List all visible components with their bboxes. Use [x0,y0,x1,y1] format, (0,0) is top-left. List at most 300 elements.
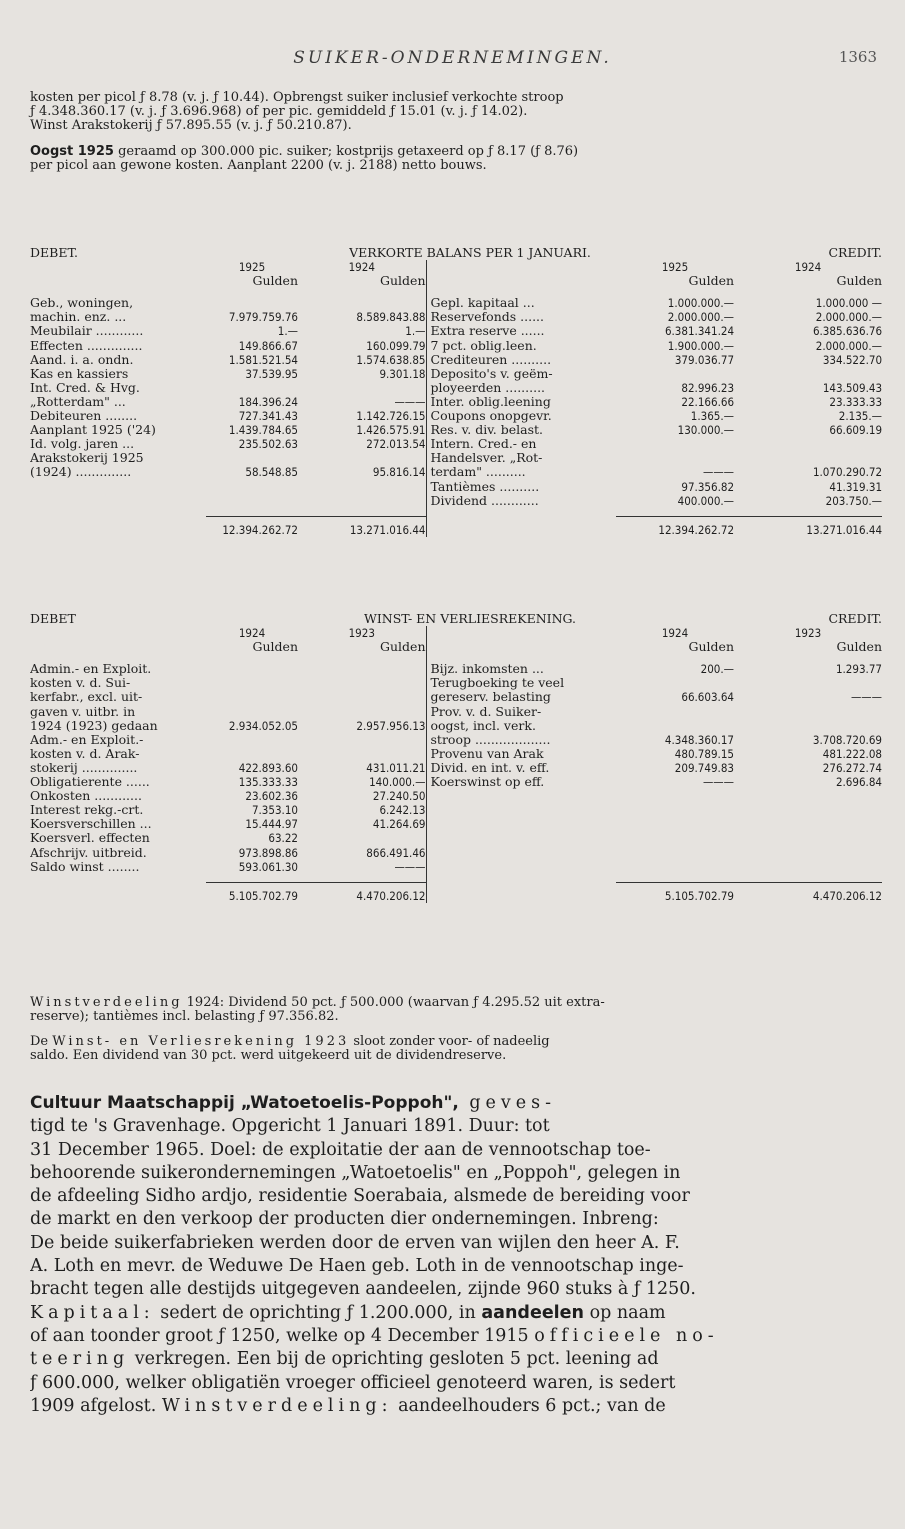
debit-value-current [206,733,298,747]
credit-value-prior: 1.293.77 [835,662,882,677]
credit-value-current: 6.381.341.24 [664,324,735,339]
company-line: A. Loth en mevr. de Weduwe De Haen geb. Loth in de vennootschap inge- [30,1256,684,1277]
credit-value-current: 480.789.15 [674,746,734,761]
credit-value-current [616,719,734,733]
debit-item-label: Koersverschillen ... [30,817,152,832]
credit-value-prior [734,451,882,465]
currency-header: Gulden [688,274,735,289]
credit-item-label: Bijz. inkomsten ... [426,662,616,676]
totals-row [30,516,882,537]
currency-row [30,640,882,654]
debit-item-label: Arakstokerij 1925 [30,451,144,466]
debit-item-label: kosten v. d. Arak- [30,746,140,761]
debit-value-prior: 160.099.79 [366,338,426,353]
table-row [30,296,882,310]
debit-item-label: Afschrijv. uitbreid. [30,845,147,860]
table-row [30,775,882,789]
credit-value-current [616,451,734,465]
credit-item-label [426,846,616,860]
debit-item-label: 1924 (1923) gedaan [30,718,158,733]
total-value: 13.271.016.44 [734,516,882,537]
debit-value-prior: 866.491.46 [366,845,426,860]
officieele-label: officieele no- [534,1325,719,1346]
credit-item-label: Gepl. kapitaal ... [426,296,616,310]
company-text: verkregen. Een bij de oprichting gesloten 5 pct. leening ad [129,1349,659,1370]
intro-text [30,91,880,173]
company-line: 31 December 1965. Doel: de exploitatie der aan de vennootschap toe- [30,1139,651,1160]
company-line: tigd te 's Gravenhage. Opgericht 1 Januari 1891. Duur: tot [30,1116,550,1137]
profit-loss-table [30,612,882,903]
table-row [30,310,882,324]
credit-value-current: 97.356.82 [681,479,735,494]
table-row [30,676,882,690]
debit-value-prior [298,480,426,494]
credit-value-prior [734,676,882,690]
currency-row [30,274,882,288]
debit-value-prior [298,381,426,395]
table-row [30,465,882,479]
currency-header: Gulden [380,274,426,289]
table-row [30,690,882,704]
table-row [30,409,882,423]
debit-value-prior [298,705,426,719]
credit-value-current: 66.603.64 [681,690,734,705]
credit-value-current: 1.000.000.— [667,296,735,311]
debit-item-label: Admin.- en Exploit. [30,662,152,677]
debit-item-label: Adm.- en Exploit.- [30,732,144,747]
credit-value-prior: ——— [850,690,882,705]
debit-value-current [206,676,298,690]
company-text: of aan toonder groot ƒ 1250, welke op 4 December 1915 [30,1325,535,1346]
credit-label: CREDIT. [828,612,882,626]
credit-value-prior: 2.135.— [838,409,883,424]
debit-item-label: kerfabr., excl. uit- [30,690,143,705]
credit-value-current: 22.166.66 [681,394,735,409]
debit-value-prior [298,831,426,845]
debit-value-prior [298,494,426,508]
currency-header: Gulden [836,640,882,655]
page-header [0,48,905,74]
debit-item-label: Effecten .............. [30,338,143,353]
debit-value-prior [298,451,426,465]
debit-item-label: (1924) .............. [30,465,132,480]
credit-item-label [426,860,616,874]
table-row [30,733,882,747]
debit-value-current [206,705,298,719]
credit-value-prior: 66.609.19 [829,423,883,438]
debit-value-prior: 27.240.50 [372,789,426,804]
total-value: 5.105.702.79 [206,882,298,903]
credit-item-label: Divid. en int. v. eff. [426,761,616,775]
credit-value-current [616,860,734,874]
credit-value-current [616,803,734,817]
debit-item-label: Onkosten ............ [30,789,142,804]
debit-value-current: 1.581.521.54 [228,352,298,367]
debit-value-current: 973.898.86 [238,845,298,860]
credit-value-prior: 23.333.33 [829,394,883,409]
credit-value-prior: 1.070.290.72 [812,465,883,480]
credit-label: CREDIT. [828,246,883,260]
note-text: 1924: Dividend 50 pct. ƒ 500.000 (waarvan ƒ 4.295.52 uit extra- [182,995,605,1010]
credit-item-label: gereserv. belasting [426,690,616,704]
credit-value-current [616,437,734,451]
company-line [30,1092,875,1115]
debit-value-prior: 2.957.956.13 [356,718,426,733]
oogst-line [30,145,880,159]
credit-value-current: 200.— [700,662,734,677]
credit-value-prior: 2.696.84 [835,775,882,790]
debit-value-current: 422.893.60 [238,760,298,775]
debit-value-current [206,690,298,704]
year-header: 1924 [238,626,266,641]
debit-item-label: Id. volg. jaren ... [30,437,135,452]
kapitaal-label: Kapitaal: [30,1302,155,1323]
table-row [30,662,882,676]
credit-value-current [616,705,734,719]
table-row [30,803,882,817]
credit-value-prior [734,860,882,874]
credit-value-current: 1.900.000.— [667,338,735,353]
credit-item-label: Koerswinst op eff. [426,775,616,789]
table-row [30,480,882,494]
debit-value-prior: 1.426.575.91 [356,423,426,438]
debit-item-label: Interest rekg.-crt. [30,803,144,818]
debit-value-current: 7.353.10 [251,803,298,818]
credit-value-prior [734,437,882,451]
company-line [30,1302,875,1325]
total-value: 12.394.262.72 [616,516,734,537]
debit-value-prior: 1.142.726.15 [356,409,426,424]
table-row [30,846,882,860]
credit-item-label [426,817,616,831]
table-row [30,761,882,775]
year-header: 1925 [661,260,689,275]
credit-value-prior: 1.000.000 — [815,296,883,311]
debit-item-label: gaven v. uitbr. in [30,704,136,719]
credit-value-current: 400.000.— [677,493,735,508]
debit-value-prior [298,296,426,310]
table-row [30,339,882,353]
debit-value-current: 37.539.95 [245,366,298,381]
total-spacer [30,882,206,903]
debit-item-label: Debiteuren ........ [30,409,138,424]
total-spacer [426,516,616,537]
credit-value-prior: 6.385.636.76 [812,324,883,339]
debit-item-label [30,480,206,494]
debit-item-label: Meubilair ............ [30,324,144,339]
debit-value-current: 235.502.63 [238,437,298,452]
company-line [30,1325,875,1348]
credit-item-label: Intern. Cred.- en [426,437,616,451]
debit-item-label: stokerij .............. [30,760,138,775]
debit-value-current [206,480,298,494]
company-line: bracht tegen alle destijds uitgegeven aandeelen, zijnde 960 stuks à ƒ 1250. [30,1279,696,1300]
debit-value-prior: ——— [394,859,426,874]
debit-value-prior [298,733,426,747]
debit-value-current [206,296,298,310]
credit-value-current: 4.348.360.17 [664,732,734,747]
total-value: 5.105.702.79 [616,882,734,903]
debit-value-current: 15.444.97 [245,817,298,832]
credit-value-prior [734,789,882,803]
debit-value-prior [298,747,426,761]
year-header: 1923 [348,626,375,641]
company-line: ƒ 600.000, welker obligatiën vroeger officieel genoteerd waren, is sedert [30,1372,676,1393]
intro-line: Winst Arakstokerij ƒ 57.895.55 (v. j. ƒ 50.210.87). [30,118,352,133]
debet-label: DEBET [30,612,76,626]
spacer-row [30,654,882,662]
company-line: de markt en den verkoop der producten dier ondernemingen. Inbreng: [30,1209,659,1230]
credit-value-prior [734,846,882,860]
debit-value-current: 1.439.784.65 [228,423,298,438]
company-entry [30,1092,875,1418]
debit-value-current: 149.866.67 [238,338,298,353]
debit-item-label: kosten v. d. Sui- [30,676,131,691]
currency-header: Gulden [836,274,883,289]
debit-value-current: 63.22 [268,831,298,846]
credit-item-label [426,789,616,803]
credit-item-label: Dividend ............ [426,494,616,508]
debit-value-current [206,451,298,465]
table-row [30,860,882,874]
noteering-label: teering [30,1349,130,1370]
credit-item-label: 7 pct. oblig.leen. [426,339,616,353]
note-line: saldo. Een dividend van 30 pct. werd uitgekeerd uit de dividendreserve. [30,1048,507,1063]
credit-value-current [616,367,734,381]
note-text: sloot zonder voor- of nadeelig [349,1034,550,1049]
debet-label: DEBET. [30,246,78,260]
credit-item-label: Deposito's v. geëm- [426,367,616,381]
note-label: Winstverdeeling [30,995,183,1010]
totals-row [30,882,882,903]
aandeelen-label: aandeelen [481,1302,585,1323]
debit-value-prior: 140.000.— [369,775,426,790]
year-header: 1924 [661,626,689,641]
credit-item-label: Tantièmes .......... [426,480,616,494]
oogst-text: geraamd op 300.000 pic. suiker; kostprijs getaxeerd op ƒ 8.17 (ƒ 8.76) [113,144,579,159]
debit-value-prior [298,676,426,690]
debit-item-label: machin. enz. ... [30,310,127,325]
winstverdeeling-label: Winstverdeeling: [161,1395,393,1416]
debit-value-prior: 1.574.638.85 [356,352,426,367]
debit-value-prior [298,690,426,704]
winstverdeeling-note [30,996,875,1010]
table-row [30,395,882,409]
table-row [30,367,882,381]
debit-value-current: 593.061.30 [238,859,298,874]
credit-value-prior: 276.272.74 [822,760,882,775]
credit-value-prior [734,803,882,817]
credit-value-prior: 3.708.720.69 [812,732,882,747]
spacer-row [30,508,882,517]
debit-value-prior: 8.589.843.88 [356,310,426,325]
credit-value-current: 2.000.000.— [667,310,735,325]
total-value: 13.271.016.44 [298,516,426,537]
debit-item-label: Saldo winst ........ [30,859,140,874]
intro-line: per picol aan gewone kosten. Aanplant 2200 (v. j. 2188) netto bouws. [30,158,487,173]
debit-value-prior [298,662,426,676]
credit-value-prior [734,831,882,845]
page-number: 1363 [838,48,877,66]
currency-header: Gulden [252,640,298,655]
table-row [30,789,882,803]
table-row [30,817,882,831]
company-line: De beide suikerfabrieken werden door de erven van wijlen den heer A. F. [30,1232,680,1253]
verliesrekening-note [30,1035,875,1049]
debit-value-prior: 41.264.69 [372,817,426,832]
credit-item-label: Res. v. div. belast. [426,423,616,437]
year-header: 1923 [794,626,822,641]
winst-title-row [30,612,882,626]
company-text: geves- [458,1093,557,1113]
table-row [30,494,882,508]
company-text: sedert de oprichting ƒ 1.200.000, in [154,1302,482,1323]
credit-item-label: Reservefonds ...... [426,310,616,324]
debit-value-prior: 272.013.54 [366,437,426,452]
debit-value-current [206,494,298,508]
debit-value-prior: ——— [394,394,426,409]
credit-item-label: Crediteuren .......... [426,353,616,367]
credit-value-prior: 481.222.08 [822,746,882,761]
debit-value-prior: 1.— [405,324,426,339]
total-value: 4.470.206.12 [734,882,882,903]
credit-value-prior: 334.522.70 [822,352,883,367]
credit-value-current: ——— [702,465,735,480]
debit-item-label: Obligatierente ...... [30,775,150,790]
debit-item-label: Koersverl. effecten [30,831,150,846]
total-spacer [30,516,206,537]
credit-value-prior: 41.319.31 [829,479,883,494]
table-row [30,831,882,845]
company-line: de afdeeling Sidho ardjo, residentie Soerabaia, alsmede de bereiding voor [30,1186,690,1207]
debit-item-label: Geb., woningen, [30,296,134,311]
note-label: Winst- en Verliesrekening 1923 [52,1034,350,1049]
credit-value-prior: 2.000.000.— [815,310,883,325]
table-row [30,423,882,437]
total-value: 12.394.262.72 [206,516,298,537]
table-row [30,437,882,451]
credit-item-label: Provenu van Arak [426,747,616,761]
year-row [30,626,882,640]
credit-item-label: oogst, incl. verk. [426,719,616,733]
debit-value-current: 184.396.24 [238,394,298,409]
debit-value-current: 7.979.759.76 [228,310,298,325]
company-line [30,1395,875,1418]
credit-value-current: 82.996.23 [681,380,735,395]
intro-line: ƒ 4.348.360.17 (v. j. ƒ 3.696.968) of per pic. gemiddeld ƒ 15.01 (v. j. ƒ 14.02). [30,104,528,119]
table-row [30,747,882,761]
credit-value-current [616,846,734,860]
debit-value-current [206,662,298,676]
credit-value-prior: 143.509.43 [822,380,883,395]
company-line [30,1348,875,1371]
balans-title: VERKORTE BALANS PER 1 JANUARI. [349,246,591,260]
debit-item-label: „Rotterdam" ... [30,394,126,409]
spacer-row [30,874,882,883]
credit-value-current [616,676,734,690]
debit-value-prior: 6.242.13 [379,803,426,818]
credit-item-label: Prov. v. d. Suiker- [426,705,616,719]
credit-value-current [616,831,734,845]
credit-item-label: stroop ................... [426,733,616,747]
credit-value-prior [734,817,882,831]
credit-item-label: Coupons onopgevr. [426,409,616,423]
oogst-label: Oogst 1925 [30,144,114,159]
winst-title: WINST- EN VERLIESREKENING. [363,612,577,626]
debit-value-current: 23.602.36 [245,789,298,804]
spacer-row [30,288,882,296]
company-line: behoorende suikerondernemingen „Watoetoelis" en „Poppoh", gelegen in [30,1162,681,1183]
debit-item-label: Kas en kassiers [30,366,129,381]
notes [30,996,875,1063]
credit-value-prior: 2.000.000.— [815,338,883,353]
table-row [30,324,882,338]
company-text: op naam [584,1302,666,1323]
currency-header: Gulden [380,640,426,655]
debit-value-current: 58.548.85 [245,465,298,480]
debit-value-prior: 431.011.21 [366,760,426,775]
credit-value-current: 209.749.83 [674,760,734,775]
debit-value-current: 727.341.43 [238,409,298,424]
credit-value-current: 379.036.77 [674,352,735,367]
debit-item-label: Int. Cred. & Hvg. [30,380,140,395]
currency-header: Gulden [252,274,298,289]
debit-item-label [30,494,206,508]
balans-title-row [30,246,882,260]
credit-item-label [426,831,616,845]
credit-item-label: Handelsver. „Rot- [426,451,616,465]
credit-value-current [616,817,734,831]
note-text: De [30,1034,53,1049]
debit-value-prior: 9.301.18 [379,366,426,381]
currency-header: Gulden [688,640,734,655]
debit-item-label: Aanplant 1925 ('24) [30,423,156,438]
credit-item-label: terdam" .......... [426,465,616,479]
year-row [30,260,882,274]
intro-line: kosten per picol ƒ 8.78 (v. j. ƒ 10.44). Opbrengst suiker inclusief verkochte stroop [30,90,564,105]
debit-value-current [206,381,298,395]
credit-value-current: ——— [702,775,734,790]
company-text: aandeelhouders 6 pct.; van de [392,1395,666,1416]
year-header: 1925 [238,260,266,275]
total-value: 4.470.206.12 [298,882,426,903]
credit-item-label: Terugboeking te veel [426,676,616,690]
total-spacer [426,882,616,903]
credit-value-prior [734,705,882,719]
year-header: 1924 [348,260,375,275]
credit-item-label: ployeerden .......... [426,381,616,395]
table-row [30,705,882,719]
table-row [30,353,882,367]
balance-sheet-table [30,246,882,537]
debit-value-current [206,747,298,761]
credit-value-current: 130.000.— [677,423,735,438]
credit-value-current: 1.365.— [690,409,735,424]
debit-value-prior: 95.816.14 [372,465,426,480]
credit-value-prior: 203.750.— [825,493,883,508]
company-name: Cultuur Maatschappij „Watoetoelis-Poppoh", [30,1093,459,1113]
credit-item-label: Inter. oblig.leening [426,395,616,409]
credit-item-label: Extra reserve ...... [426,324,616,338]
credit-value-prior [734,367,882,381]
credit-item-label [426,803,616,817]
company-text: 1909 afgelost. [30,1395,162,1416]
debit-item-label: Aand. i. a. ondn. [30,352,134,367]
table-row [30,719,882,733]
credit-value-current [616,789,734,803]
credit-value-prior [734,719,882,733]
year-header: 1924 [794,260,822,275]
